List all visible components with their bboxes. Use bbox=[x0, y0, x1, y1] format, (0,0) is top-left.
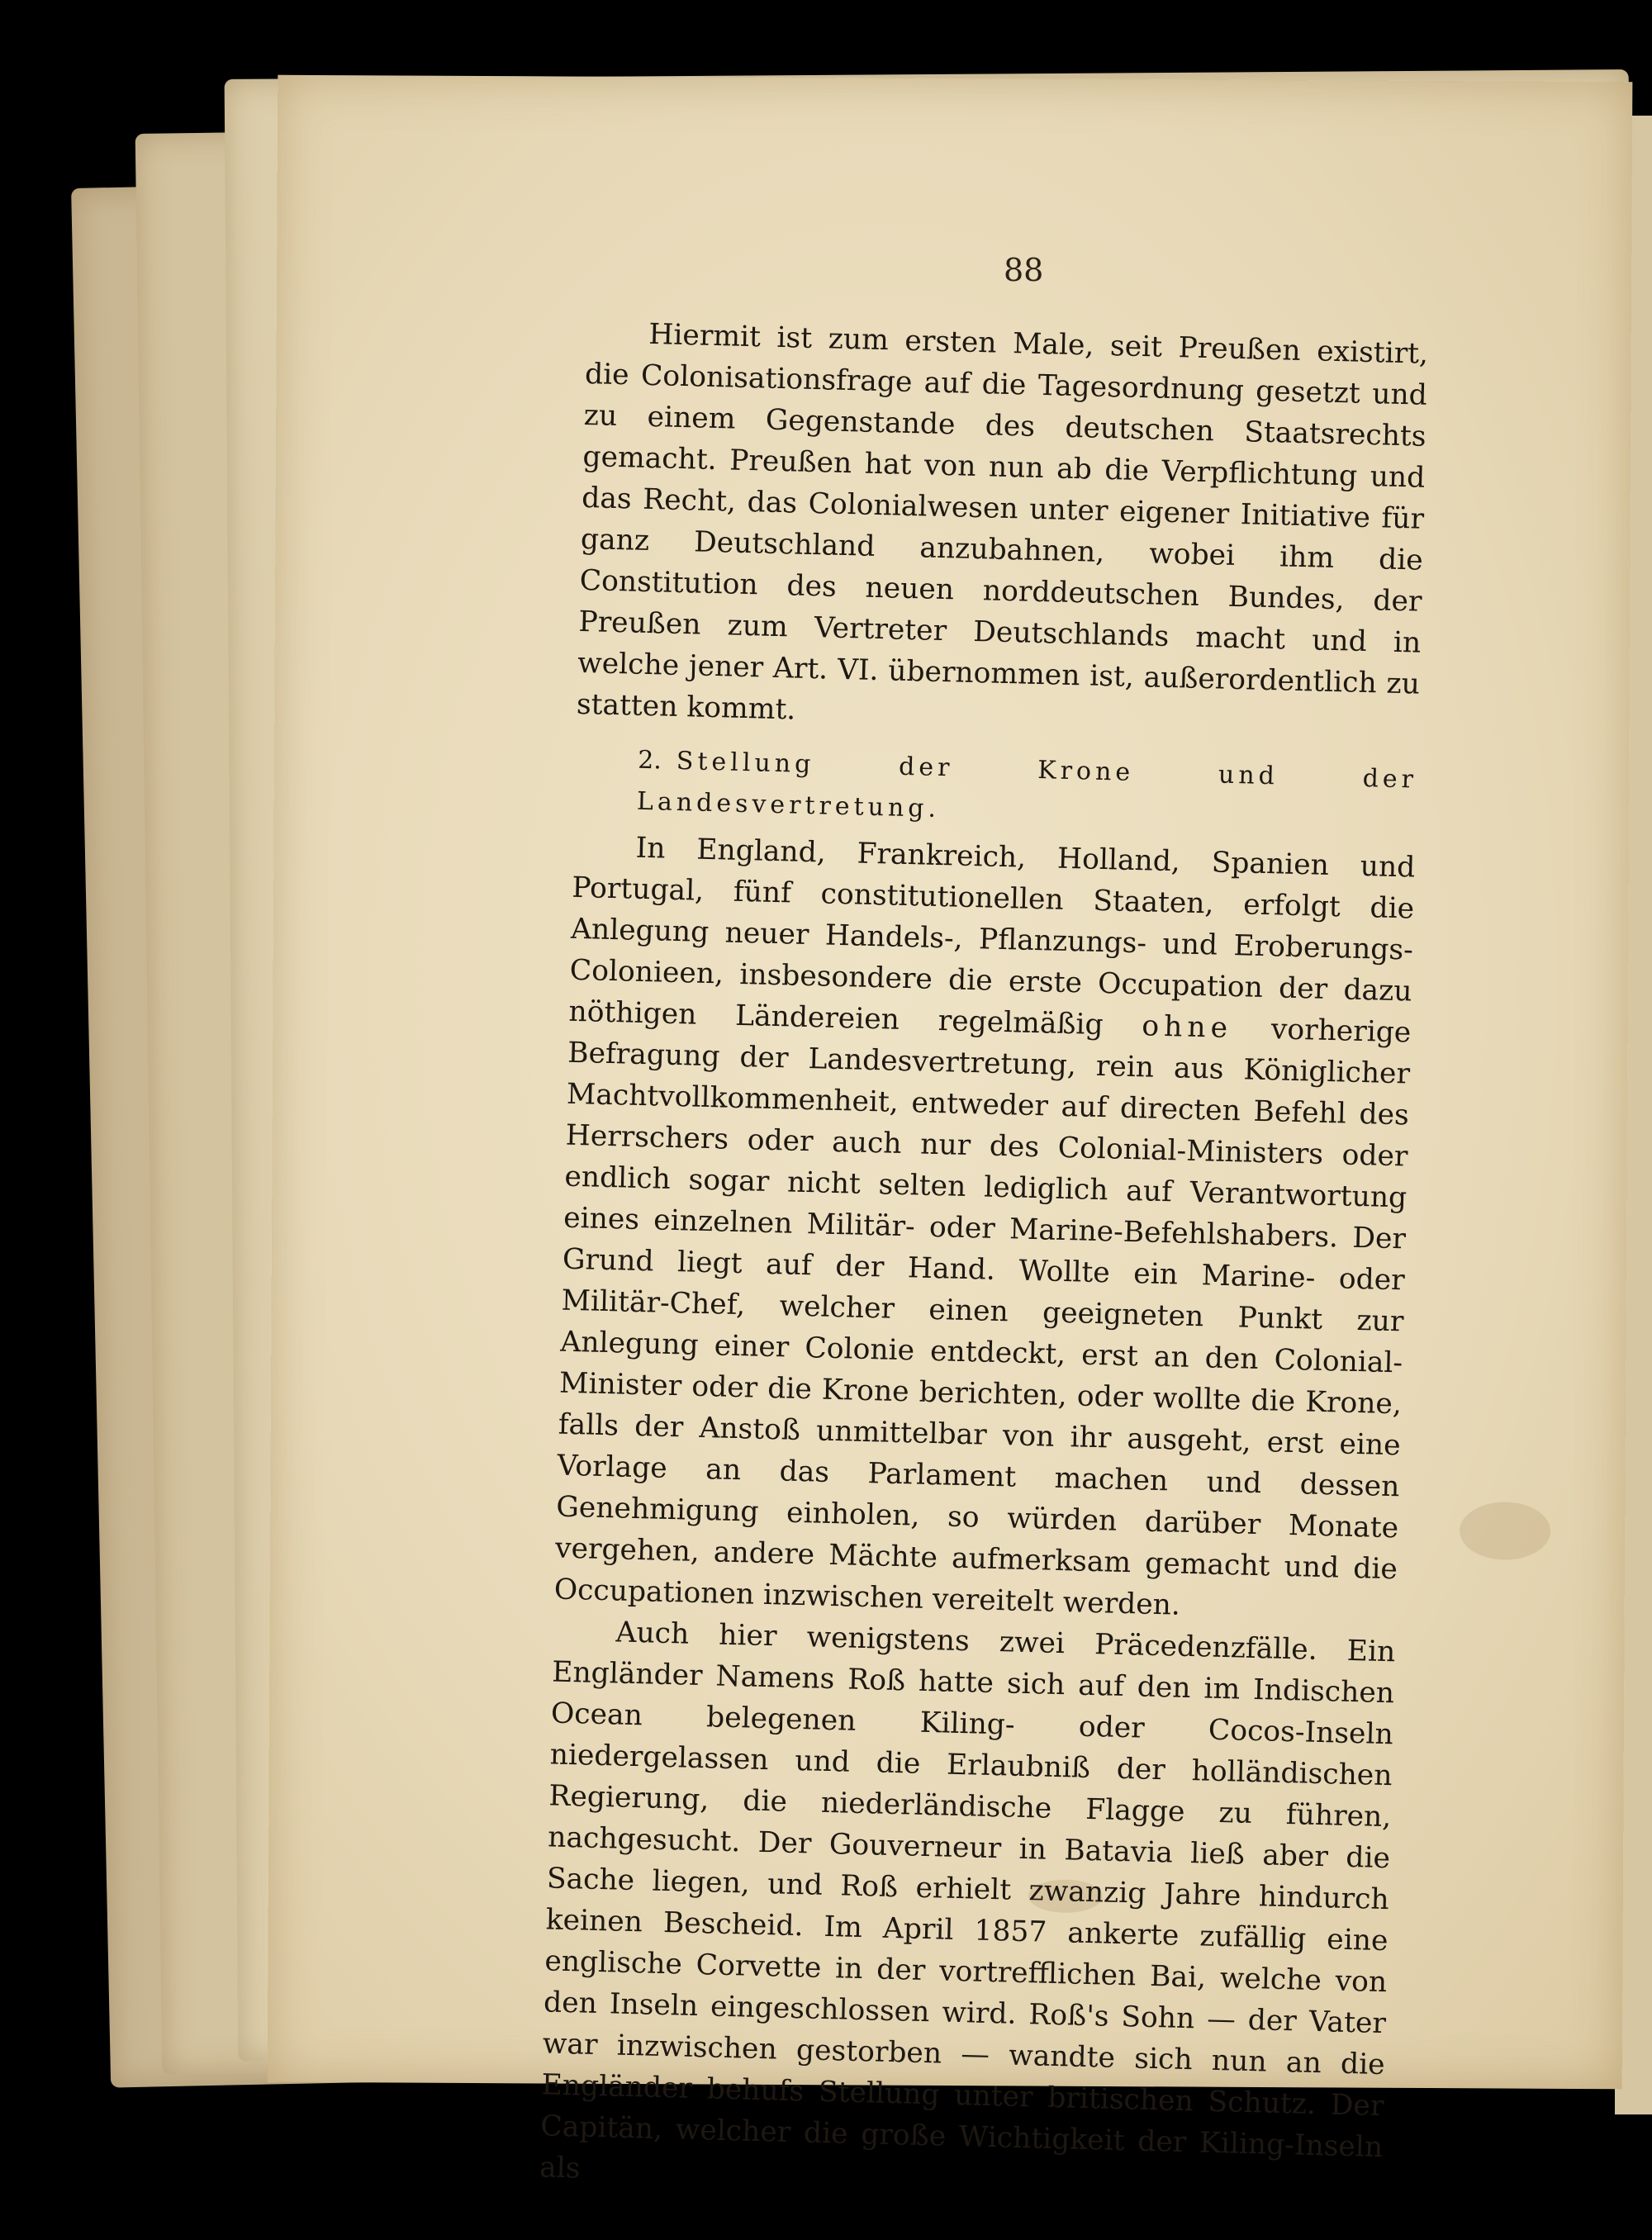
section-title: Stellung der Krone und der Landesvertretung. bbox=[636, 746, 1418, 824]
paragraph: Hiermit ist zum ersten Male, seit Preußen existirt, die Colonisationsfrage auf die Tagesordnung gesetzt und zu einem Gegenstande des deutschen Staatsrechts gemacht. Preußen hat von nun ab die Verpflichtung und das Recht, das Colonialwesen unter eigener Initiative für ganz Deutschland anzubahnen, wobei ihm die Constitution des neuen norddeutschen Bundes, der Preußen zum Vertreter Deutschlands macht und in welche jener Art. VI. übernommen ist, außerordentlich zu statten kommt. bbox=[576, 317, 1429, 727]
body-text bbox=[539, 312, 1429, 2209]
section-heading bbox=[573, 738, 1417, 842]
paragraph: Auch hier wenigstens zwei Präcedenzfälle. Ein Engländer Namens Roß hatte sich auf den im Indischen Ocean belegenen Kiling- oder Cocos-Inseln niedergelassen und die Erlaubniß der holländischen Regierung, die niederländische Flagge zu führen, nachgesucht. Der Gouverneur in Batavia ließ aber die Sache liegen, und Roß erhielt zwanzig Jahre hindurch keinen Bescheid. Im April 1857 ankerte zufällig eine englische Corvette in der vortrefflichen Bai, welche von den Inseln eingeschlossen wird. Roß's Sohn — der Vater war inzwischen gestorben — wandte sich nun an die Engländer behufs Stellung unter britischen Schutz. Der Capitän, welcher die große Wichtigkeit der Kiling-Inseln als bbox=[539, 1616, 1396, 2185]
paragraph-text: vorherige Befragung der Landesvertretung, rein aus Königlicher Machtvollkommenheit, entweder auf directen Befehl des Herrschers oder auch nur des Colonial-Ministers oder endlich sogar nicht selten lediglich auf Verantwortung eines einzelnen Militär- oder Marine-Befehlshabers. Der Grund liegt auf der Hand. Wollte ein Marine- oder Militär-Chef, welcher einen geeigneten Punkt zur Anlegung einer Colonie entdeckt, erst an den Colonial-Minister oder die Krone berichten, oder wollte die Krone, falls der Anstoß unmittelbar von ihr ausgeht, erst eine Vorlage an das Parlament machen und dessen Genehmigung einholen, so würden darüber Monate vergehen, andere Mächte aufmerksam gemacht und die Occupationen inzwischen vereitelt werden. bbox=[553, 1013, 1412, 1622]
paragraph bbox=[553, 826, 1416, 1632]
page-number: 88 bbox=[1004, 252, 1044, 288]
paper-stain bbox=[1460, 1502, 1550, 1560]
paragraph-text: In England, Frankreich, Holland, Spanien und Portugal, fünf constitutionellen Staaten, erfolgt die Anlegung neuer Handels-, Pflanzungs- und Eroberungs-Colonieen, insbesondere die erste Occupation der dazu nöthigen Ländereien regelmäßig bbox=[568, 831, 1416, 1042]
section-number: 2. bbox=[637, 745, 662, 776]
emphasized-word: ohne bbox=[1141, 1009, 1233, 1046]
